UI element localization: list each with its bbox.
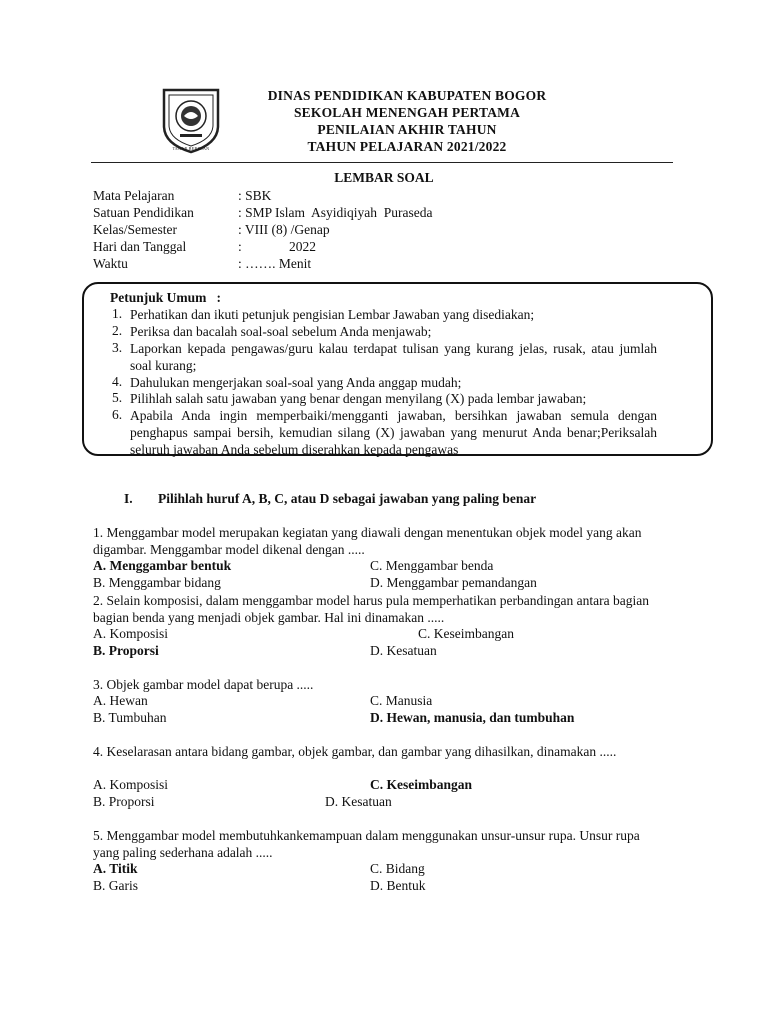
section-title: Pilihlah huruf A, B, C, atau D sebagai jawaban yang paling benar [158,491,537,506]
instructions-heading: Petunjuk Umum : [110,290,222,305]
instruction-item: Periksa dan bacalah soal-soal sebelum Anda menjawab; [130,324,432,339]
header-divider [91,162,673,163]
answer-option: B. Garis [93,878,138,893]
question-text: 1. Menggambar model merupakan kegiatan yang diawali dengan menentukan objek model yang akan digambar. Menggambar model dikenal dengan ..... [93,525,642,557]
info-label-subject: Mata Pelajaran [93,188,175,203]
info-value-date: : 2022 [238,239,317,254]
instruction-item: Dahulukan mengerjakan soal-soal yang Anda anggap mudah; [130,375,462,390]
answer-option: D. Bentuk [370,878,426,893]
instruction-number: 6. [112,407,123,422]
answer-option: D. Kesatuan [325,794,392,809]
answer-option: D. Kesatuan [370,643,437,658]
info-value-school: : SMP Islam Asyidiqiyah Puraseda [238,205,433,220]
answer-option: A. Komposisi [93,626,169,641]
answer-option: C. Manusia [370,693,433,708]
answer-option: B. Menggambar bidang [93,575,221,590]
answer-option: A. Titik [93,861,138,876]
info-value-class: : VIII (8) /Genap [238,222,330,237]
info-label-class: Kelas/Semester [93,222,177,237]
answer-option: B. Proporsi [93,794,155,809]
instruction-item: Laporkan kepada pengawas/guru kalau terdapat tulisan yang kurang jelas, rusak, atau jumlah soal kurang; [130,341,657,373]
info-label-time: Waktu [93,256,128,271]
question-text: 3. Objek gambar model dapat berupa ..... [93,677,314,692]
answer-option: C. Keseimbangan [370,777,473,792]
header-exam: PENILAIAN AKHIR TAHUN [317,122,497,137]
instruction-item: Perhatikan dan ikuti petunjuk pengisian Lembar Jawaban yang disediakan; [130,307,535,322]
answer-option: D. Hewan, manusia, dan tumbuhan [370,710,575,725]
answer-option: A. Komposisi [93,777,169,792]
question-text: 5. Menggambar model membutuhkankemampuan dalam menggunakan unsur-unsur rupa. Unsur rupa yang paling sederhana adalah ..... [93,828,640,860]
answer-option: C. Bidang [370,861,425,876]
info-value-time: : ……. Menit [238,256,312,271]
question-text: 4. Keselarasan antara bidang gambar, objek gambar, dan gambar yang dihasilkan, dinamakan ..... [93,744,617,759]
section-number: I. [124,491,133,506]
info-label-school: Satuan Pendidikan [93,205,194,220]
answer-option: C. Keseimbangan [418,626,514,641]
instruction-number: 5. [112,390,123,405]
instruction-item: Pilihlah salah satu jawaban yang benar dengan menyilang (X) pada lembar jawaban; [130,391,587,406]
info-value-subject: : SBK [238,188,272,203]
instruction-number: 2. [112,323,123,338]
header-agency: DINAS PENDIDIKAN KABUPATEN BOGOR [267,88,547,103]
answer-option: D. Menggambar pemandangan [370,575,537,590]
instruction-number: 3. [112,340,123,355]
info-label-date: Hari dan Tanggal [93,239,187,254]
logo-motto: TEGAR BERIMAN [172,146,210,151]
header-year: TAHUN PELAJARAN 2021/2022 [307,139,507,154]
instruction-item: Apabila Anda ingin memperbaiki/mengganti jawaban, bersihkan jawaban semula dengan penghapus sampai bersih, kemudian silang (X) jawaban yang menurut Anda benar;Periksalah seluruh jawaban Anda sebelum diserahkan kepada pengawas [130,408,657,457]
answer-option: A. Menggambar bentuk [93,558,232,573]
instruction-number: 1. [112,306,123,321]
document-title: LEMBAR SOAL [334,170,434,185]
answer-option: B. Proporsi [93,643,159,658]
header-school: SEKOLAH MENENGAH PERTAMA [293,105,521,120]
answer-option: C. Menggambar benda [370,558,494,573]
answer-option: B. Tumbuhan [93,710,167,725]
instruction-number: 4. [112,374,123,389]
answer-option: A. Hewan [93,693,148,708]
question-text: 2. Selain komposisi, dalam menggambar model harus pula memperhatikan perbandingan antara bagian bagian benda yang menjadi objek gambar. Hal ini dinamakan ..... [93,593,649,625]
